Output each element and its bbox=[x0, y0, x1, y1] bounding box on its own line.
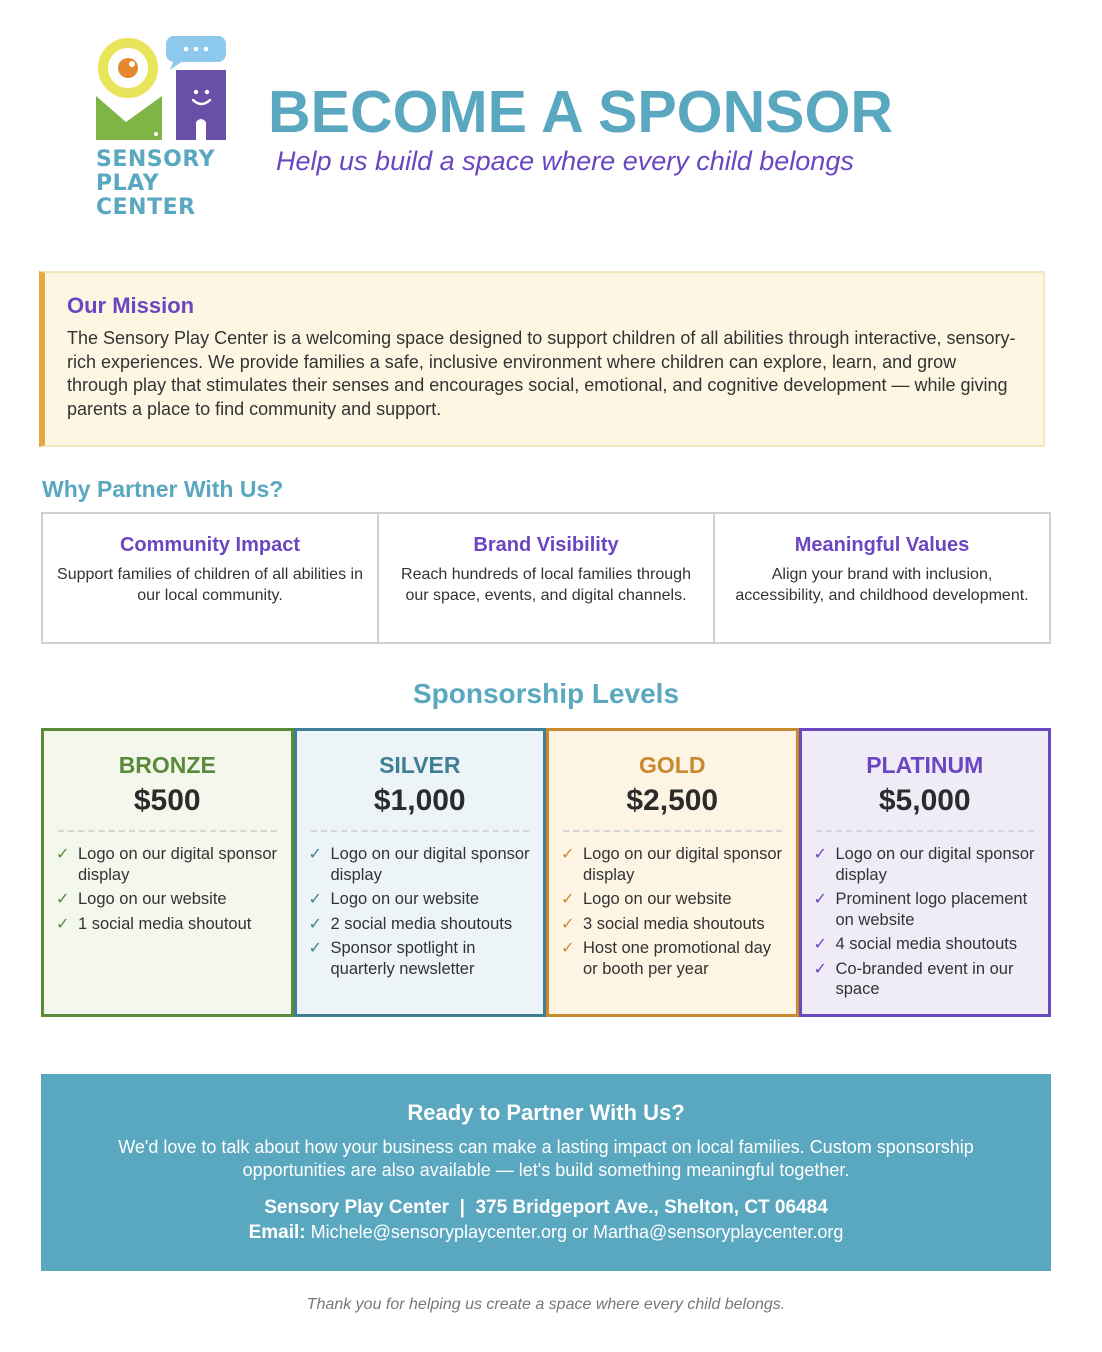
logo-green-block bbox=[96, 96, 162, 140]
email-addresses[interactable]: Michele@sensoryplaycenter.org or Martha@sensoryplaycenter.org bbox=[310, 1222, 844, 1242]
benefit-item bbox=[56, 889, 279, 910]
why-card-community-impact bbox=[43, 514, 379, 642]
benefit-text: 3 social media shoutouts bbox=[583, 914, 765, 933]
email-label: Email: bbox=[248, 1222, 306, 1243]
page-subtitle: Help us build a space where every child belongs bbox=[276, 146, 854, 176]
benefit-item bbox=[814, 934, 1037, 955]
tier-benefits bbox=[561, 844, 784, 979]
benefit-text: 1 social media shoutout bbox=[78, 914, 252, 933]
check-icon: ✓ bbox=[308, 913, 322, 933]
tier-price: $5,000 bbox=[878, 784, 971, 817]
benefit-text: Logo on our website bbox=[583, 890, 732, 908]
check-icon: ✓ bbox=[813, 934, 827, 953]
benefit-text: Logo on our digital sponsor display bbox=[835, 845, 1035, 884]
mission-heading: Our Mission bbox=[67, 293, 195, 318]
logo-orange-eye bbox=[118, 58, 138, 78]
logo-line: SENSORY bbox=[96, 147, 215, 172]
benefit-text: Logo on our website bbox=[330, 890, 480, 908]
benefit-text: 4 social media shoutouts bbox=[835, 935, 1018, 953]
benefit-item bbox=[561, 889, 784, 910]
why-card-title: Brand Visibility bbox=[473, 534, 619, 556]
benefit-text: Logo on our digital sponsor display bbox=[583, 845, 783, 884]
benefit-text: Sponsor spotlight in quarterly newsletter bbox=[330, 939, 476, 978]
tier-name: BRONZE bbox=[118, 752, 216, 778]
logo-wordmark bbox=[96, 148, 236, 220]
sponsorship-levels bbox=[41, 728, 1051, 1017]
benefit-item bbox=[561, 844, 784, 885]
check-icon: ✓ bbox=[308, 844, 322, 863]
why-card-text: Support families of children of all abilities in our local community. bbox=[57, 566, 363, 604]
levels-heading: Sponsorship Levels bbox=[412, 678, 680, 709]
tier-price: $1,000 bbox=[373, 784, 466, 817]
cta-text: We'd love to talk about how your business can make a lasting impact on local families. Custom sponsorship opportunities are also available — let's build something meaningful together. bbox=[118, 1137, 974, 1180]
check-icon: ✓ bbox=[561, 913, 575, 933]
check-icon: ✓ bbox=[56, 913, 70, 933]
mission-text: The Sensory Play Center is a welcoming space designed to support children of all abilities through interactive, sensory-rich experiences. We provide families a safe, inclusive environment where children can explore, learn, and grow through play that stimulates their senses and encourages social, emotional, and cognitive development — while giving parents a place to find community and support. bbox=[67, 328, 1016, 419]
tier-bronze bbox=[41, 728, 294, 1017]
logo-line: CENTER bbox=[96, 195, 196, 220]
tier-price: $500 bbox=[133, 784, 201, 817]
why-grid bbox=[41, 512, 1051, 644]
tier-name: GOLD bbox=[639, 752, 706, 778]
check-icon: ✓ bbox=[561, 844, 575, 863]
benefit-item bbox=[309, 938, 532, 979]
why-heading: Why Partner With Us? bbox=[42, 476, 284, 502]
benefit-item bbox=[309, 844, 532, 885]
tier-benefits bbox=[814, 844, 1037, 1000]
tier-platinum bbox=[799, 728, 1052, 1017]
logo-eye-highlight bbox=[129, 61, 135, 67]
tier-divider bbox=[816, 830, 1035, 832]
why-card-title: Meaningful Values bbox=[794, 534, 970, 556]
benefit-text: Co-branded event in our space bbox=[835, 959, 1014, 998]
benefit-text: 2 social media shoutouts bbox=[330, 914, 513, 933]
benefit-text: Logo on our website bbox=[78, 890, 227, 908]
mission-box bbox=[39, 271, 1045, 447]
tier-silver bbox=[294, 728, 547, 1017]
page-title: BECOME A SPONSOR bbox=[268, 79, 894, 145]
why-card-text: Reach hundreds of local families through our space, events, and digital channels. bbox=[401, 566, 691, 604]
tier-gold bbox=[546, 728, 799, 1017]
contact-address: Sensory Play Center | 375 Bridgeport Ave., Shelton, CT 06484 bbox=[264, 1197, 828, 1218]
check-icon: ✓ bbox=[813, 889, 827, 908]
tier-divider bbox=[563, 830, 782, 832]
check-icon: ✓ bbox=[308, 889, 322, 908]
benefit-item bbox=[814, 959, 1037, 1000]
benefit-item bbox=[561, 914, 784, 935]
benefit-item bbox=[814, 889, 1037, 930]
benefit-text: Host one promotional day or booth per year bbox=[583, 939, 772, 978]
benefit-text: Logo on our digital sponsor display bbox=[330, 845, 530, 884]
check-icon: ✓ bbox=[561, 889, 575, 908]
why-card-meaningful-values bbox=[715, 514, 1049, 642]
check-icon: ✓ bbox=[813, 958, 827, 978]
why-card-text: Align your brand with inclusion, accessibility, and childhood development. bbox=[735, 566, 1029, 604]
tier-divider bbox=[311, 830, 530, 832]
benefit-item bbox=[561, 938, 784, 979]
why-card-brand-visibility bbox=[379, 514, 715, 642]
logo-line: PLAY bbox=[96, 171, 159, 196]
tier-benefits bbox=[309, 844, 532, 979]
check-icon: ✓ bbox=[56, 844, 70, 863]
check-icon: ✓ bbox=[308, 938, 322, 957]
cta-heading: Ready to Partner With Us? bbox=[407, 1100, 685, 1125]
check-icon: ✓ bbox=[813, 844, 827, 863]
tier-name: SILVER bbox=[379, 752, 461, 778]
tier-name: PLATINUM bbox=[866, 752, 984, 778]
footer-thanks: Thank you for helping us create a space where every child belongs. bbox=[306, 1296, 786, 1313]
check-icon: ✓ bbox=[56, 889, 70, 908]
tier-price: $2,500 bbox=[626, 784, 719, 817]
cta-banner bbox=[41, 1074, 1051, 1271]
benefit-item bbox=[56, 844, 279, 885]
tier-benefits bbox=[56, 844, 279, 934]
benefit-text: Prominent logo placement on website bbox=[835, 890, 1028, 929]
benefit-text: Logo on our digital sponsor display bbox=[78, 845, 278, 884]
benefit-item bbox=[814, 844, 1037, 885]
why-card-title: Community Impact bbox=[119, 534, 301, 556]
benefit-item bbox=[309, 889, 532, 910]
tier-divider bbox=[58, 830, 277, 832]
benefit-item bbox=[309, 914, 532, 935]
check-icon: ✓ bbox=[561, 938, 575, 957]
benefit-item bbox=[56, 914, 279, 935]
contact-email bbox=[41, 1220, 1051, 1245]
